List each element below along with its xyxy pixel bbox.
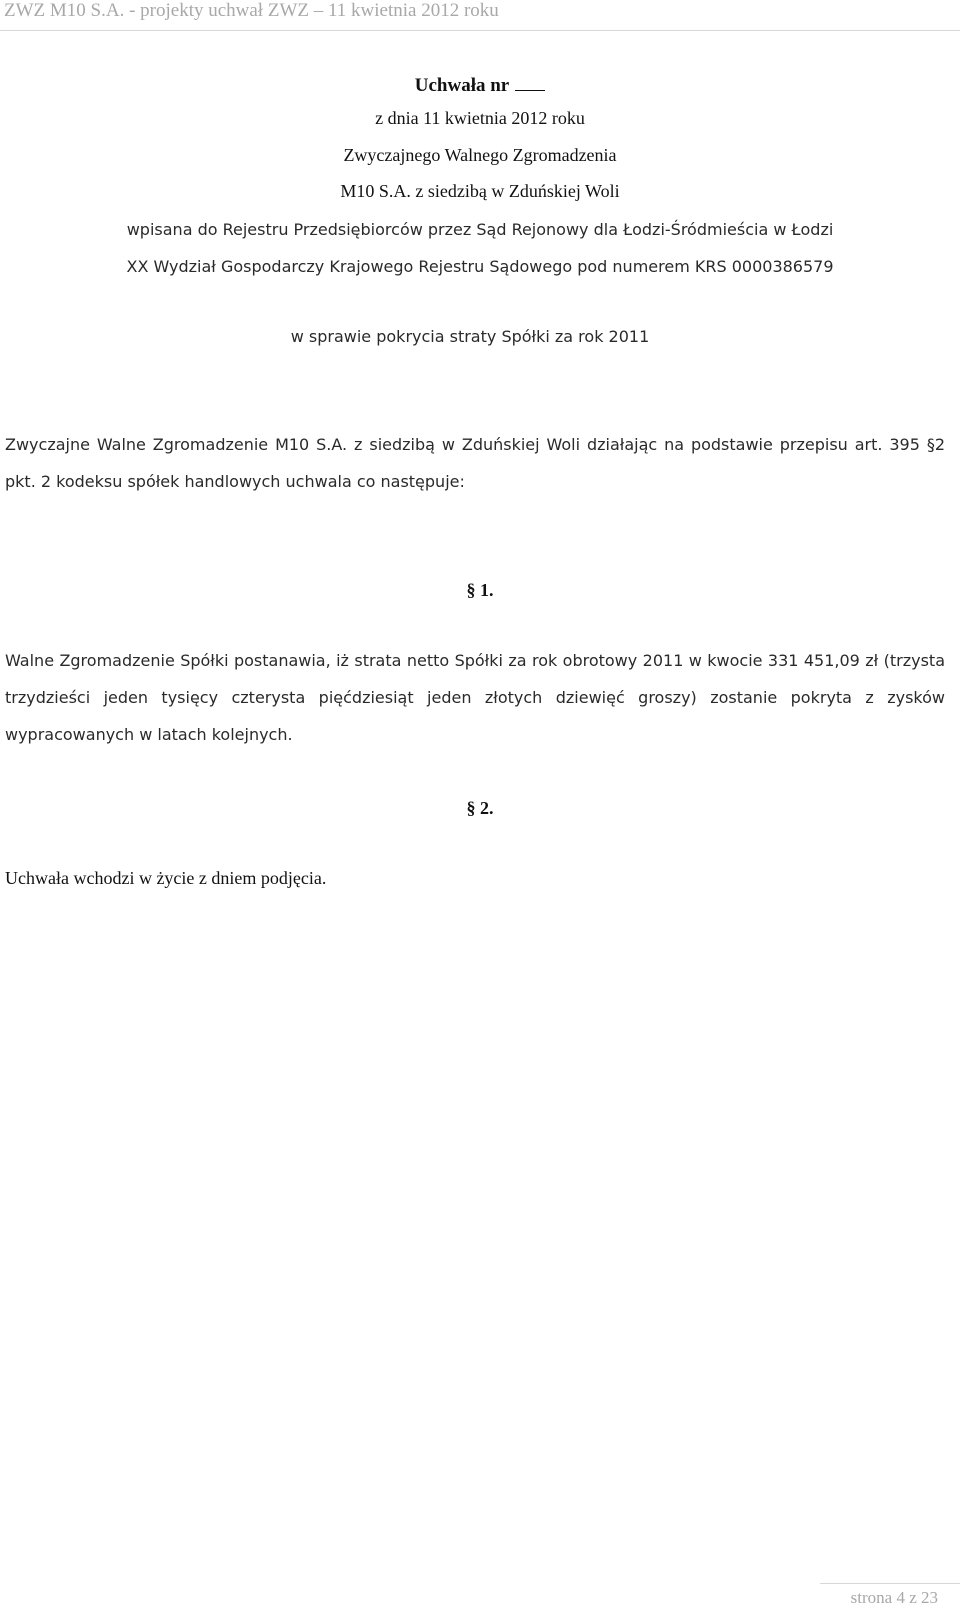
section-2-heading: § 2. [466, 798, 494, 818]
registry-line-1: wpisana do Rejestru Przedsiębiorców przez Sąd Rejonowy dla Łodzi-Śródmieścia w Łodzi [126, 220, 834, 239]
resolution-title-text: Uchwała nr [414, 75, 510, 96]
page-number: strona 4 z 23 [850, 1588, 938, 1607]
registry-line-2: XX Wydział Gospodarczy Krajowego Rejestru Sądowego pod numerem KRS 0000386579 [126, 257, 834, 276]
section-1-heading: § 1. [466, 580, 494, 600]
resolution-intro: Zwyczajne Walne Zgromadzenie M10 S.A. z siedzibą w Zduńskiej Woli działając na podstawie przepisu art. 395 §2 pkt. 2 kodeksu spółek handlowych uchwala co następuje: [5, 435, 945, 491]
running-header: ZWZ M10 S.A. - projekty uchwał ZWZ – 11 kwietnia 2012 roku [4, 0, 499, 21]
resolution-assembly: Zwyczajnego Walnego Zgromadzenia [343, 145, 617, 165]
resolution-number-blank [515, 72, 545, 91]
section-1-text: Walne Zgromadzenie Spółki postanawia, iż strata netto Spółki za rok obrotowy 2011 w kwocie 331 451,09 zł (trzysta trzydzieści jeden tysięcy czterysta pięćdziesiąt jeden złotych dziewięć groszy) zostanie pokryta z zysków wypracowanych w latach kolejnych. [5, 651, 945, 744]
resolution-title [0, 72, 960, 97]
footer-divider [820, 1583, 960, 1584]
resolution-subject: w sprawie pokrycia straty Spółki za rok 2011 [290, 327, 650, 346]
header-divider [0, 30, 960, 31]
resolution-date: z dnia 11 kwietnia 2012 roku [375, 108, 585, 128]
section-2-text: Uchwała wchodzi w życie z dniem podjęcia. [5, 868, 327, 888]
resolution-company: M10 S.A. z siedzibą w Zduńskiej Woli [340, 181, 620, 201]
